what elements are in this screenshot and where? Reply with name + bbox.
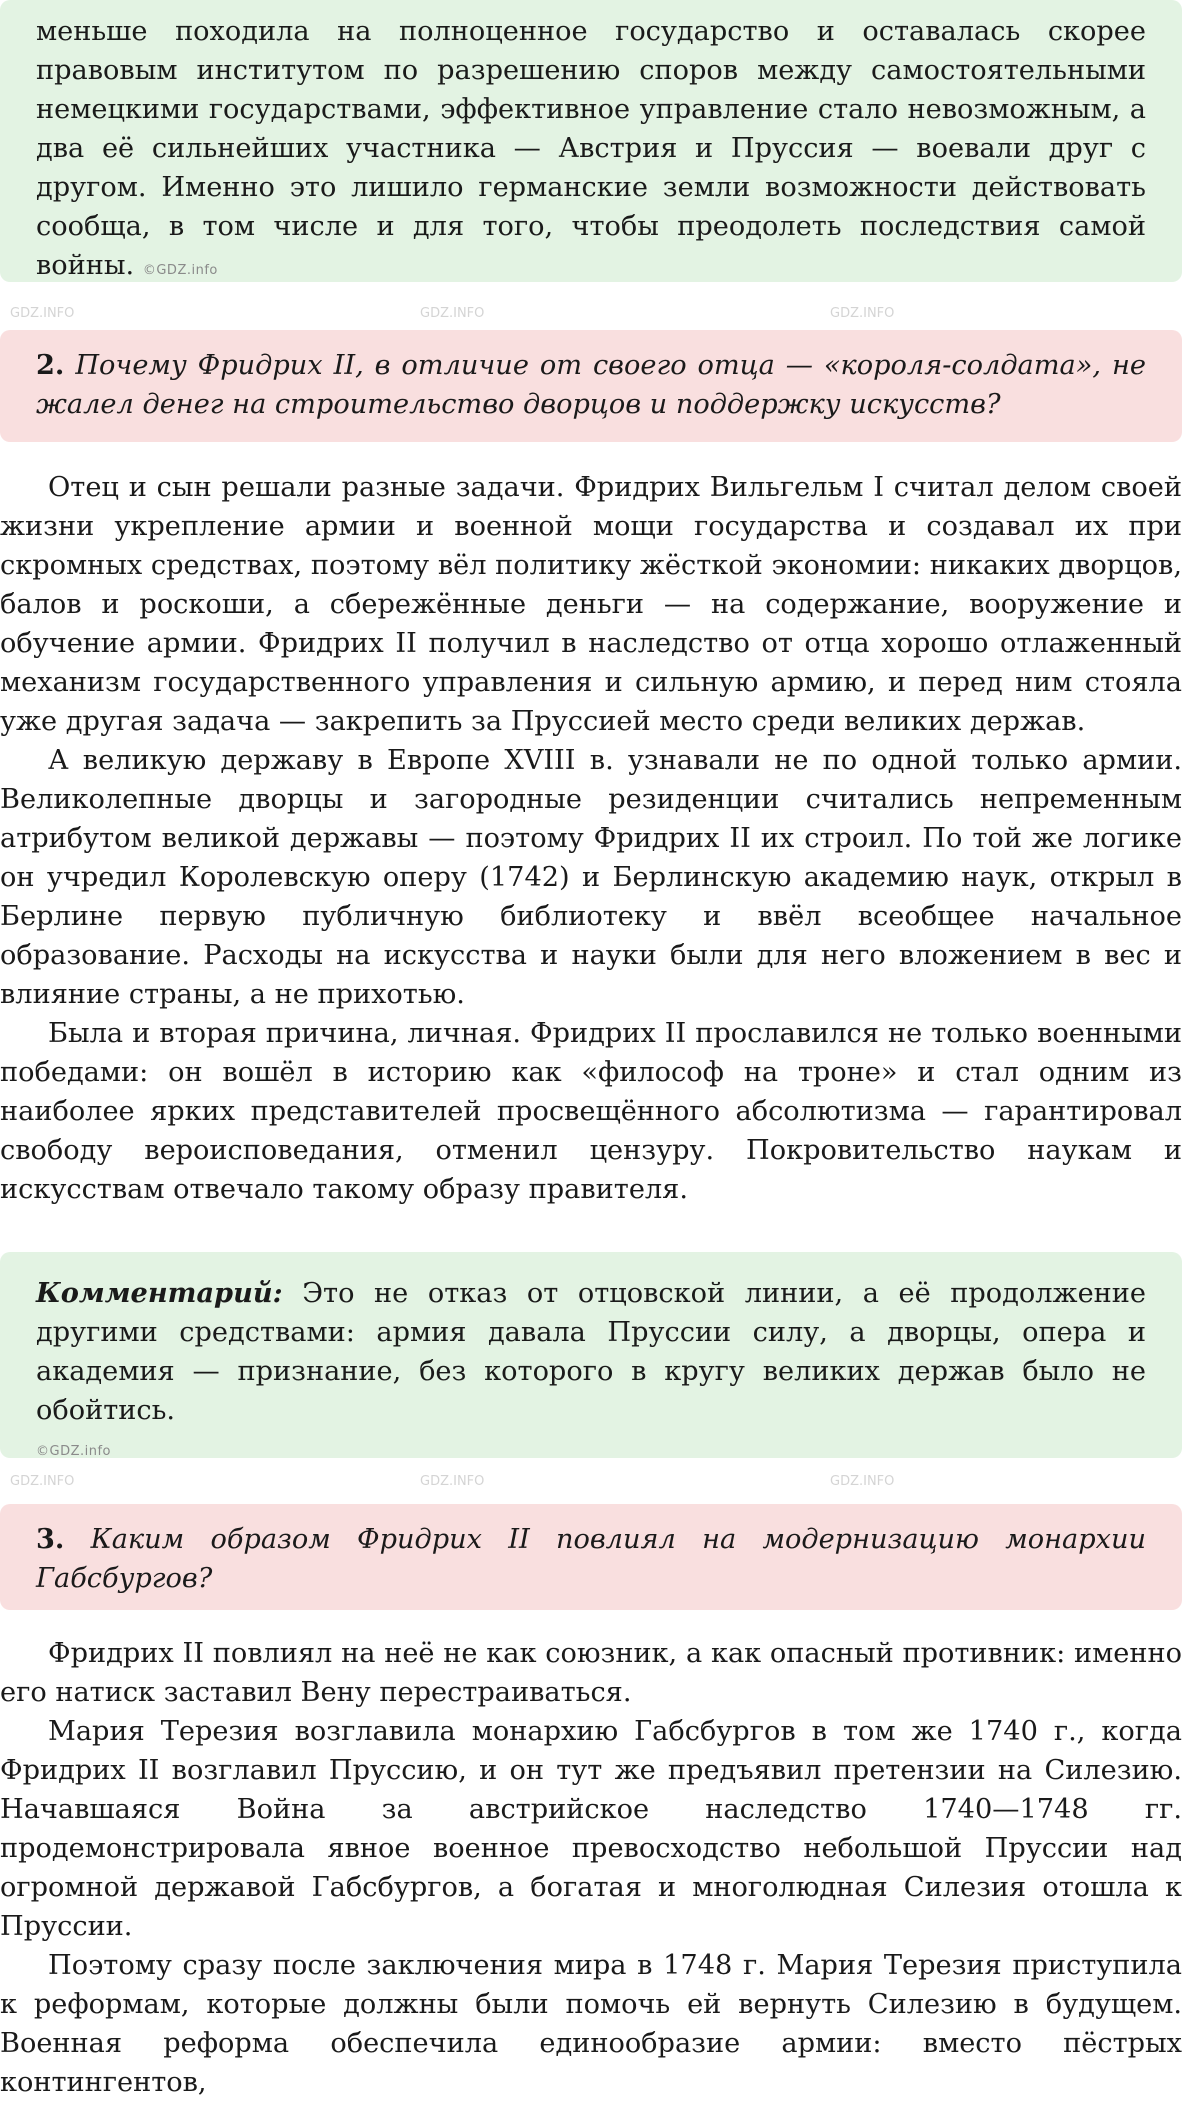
gdz-badge: ©GDZ.info — [36, 1444, 112, 1459]
watermark: GDZ.INFO — [420, 306, 485, 321]
question-3-text: Каким образом Фридрих II повлиял на модернизацию монархии Габсбургов? — [36, 1524, 1146, 1594]
answer-previous-body: меньше походила на полноценное государство и оставалась скорее правовым институтом по разрешению споров между самостоятельными немецкими государствами, эффективное управление стало невозможным, а два её сильнейших участника — Австрия и Пруссия — воевали друг с другом. Именно это лишило германские земли возможности действовать сообща, в том числе и для того, чтобы преодолеть последствия самой войны. — [36, 16, 1146, 281]
answer-2 — [0, 468, 1182, 1209]
question-2 — [36, 346, 1146, 424]
comment-text — [36, 1274, 1146, 1430]
question-box-3 — [0, 1504, 1182, 1610]
watermark: GDZ.INFO — [10, 1474, 75, 1489]
watermark: GDZ.INFO — [10, 306, 75, 321]
question-2-text: Почему Фридрих II, в отличие от своего отца — «короля-солдата», не жалел денег на строительство дворцов и поддержку искусств? — [36, 350, 1146, 420]
watermark: GDZ.INFO — [420, 1474, 485, 1489]
comment-body: Это не отказ от отцовской линии, а её продолжение другими средствами: армия давала Пруссии силу, а дворцы, опера и академия — признание, без которого в кругу великих держав было не обойтись. — [36, 1278, 1146, 1426]
watermark: GDZ.INFO — [830, 306, 895, 321]
comment-label: Комментарий: — [36, 1277, 283, 1309]
answer-3-paragraph-3: Поэтому сразу после заключения мира в 1748 г. Мария Терезия приступила к реформам, которые должны были помочь ей вернуть Силезию в будущем. Военная реформа обеспечила единообразие армии: вместо пёстрых контингентов, — [0, 1950, 1182, 2098]
question-3 — [36, 1520, 1146, 1598]
answer-box-previous — [0, 0, 1182, 282]
watermark: GDZ.INFO — [830, 1474, 895, 1489]
answer-2-paragraph-1: Отец и сын решали разные задачи. Фридрих Вильгельм I считал делом своей жизни укрепление армии и военной мощи государства и создавал их при скромных средствах, поэтому вёл политику жёсткой экономии: никаких дворцов, балов и роскоши, а сбережённые деньги — на содержание, вооружение и обучение армии. Фридрих II получил в наследство от отца хорошо отлаженный механизм государственного управления и сильную армию, и перед ним стояла уже другая задача — закрепить за Пруссией место среди великих держав. — [0, 472, 1182, 737]
answer-3-paragraph-1: Фридрих II повлиял на неё не как союзник, а как опасный противник: именно его натиск заставил Вену перестраиваться. — [0, 1638, 1182, 1708]
answer-2-paragraph-3: Была и вторая причина, личная. Фридрих II прославился не только военными победами: он вошёл в историю как «философ на троне» и стал одним из наиболее ярких представителей просвещённого абсолютизма — гарантировал свободу вероисповедания, отменил цензуру. Покровительство наукам и искусствам отвечало такому образу правителя. — [0, 1018, 1182, 1205]
gdz-badge: ©GDZ.info — [142, 263, 218, 278]
comment-box — [0, 1252, 1182, 1458]
question-2-number: 2. — [36, 349, 65, 381]
answer-3-paragraph-2: Мария Терезия возглавила монархию Габсбургов в том же 1740 г., когда Фридрих II возглавил Пруссию, и он тут же предъявил претензии на Силезию. Начавшаяся Война за австрийское наследство 1740—1748 гг. продемонстрировала явное военное превосходство небольшой Пруссии над огромной державой Габсбургов, а богатая и многолюдная Силезия отошла к Пруссии. — [0, 1716, 1182, 1942]
question-3-number: 3. — [36, 1523, 65, 1555]
answer-2-paragraph-2: А великую державу в Европе XVIII в. узнавали не по одной только армии. Великолепные дворцы и загородные резиденции считались непременным атрибутом великой державы — поэтому Фридрих II их строил. По той же логике он учредил Королевскую оперу (1742) и Берлинскую академию наук, открыл в Берлине первую публичную библиотеку и ввёл всеобщее начальное образование. Расходы на искусства и науки были для него вложением в вес и влияние страны, а не прихотью. — [0, 745, 1182, 1010]
answer-previous-text — [36, 12, 1146, 290]
question-box-2 — [0, 330, 1182, 442]
